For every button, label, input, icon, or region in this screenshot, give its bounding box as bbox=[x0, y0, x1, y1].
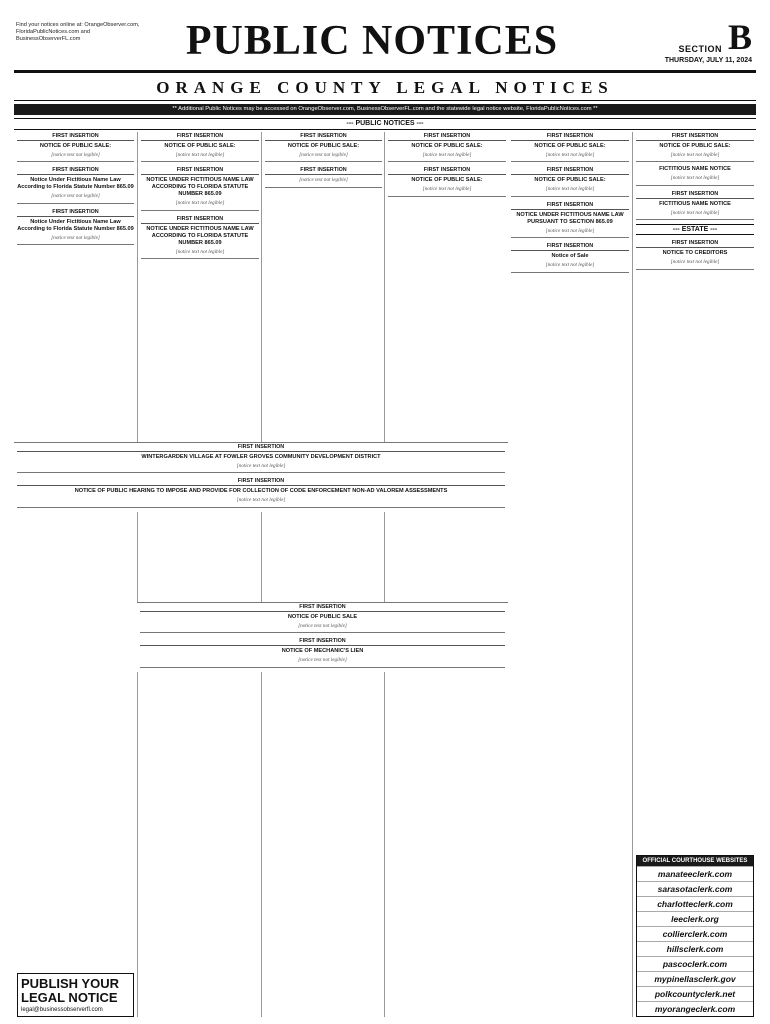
notice-body: [notice text not legible] bbox=[422, 186, 472, 193]
notice-heading: NOTICE OF PUBLIC SALE: bbox=[659, 143, 731, 149]
notice bbox=[265, 132, 382, 162]
section-label: SECTION bbox=[678, 44, 722, 54]
notice-heading: NOTICE OF PUBLIC SALE: bbox=[164, 143, 236, 149]
insertion-label: FIRST INSERTION bbox=[17, 477, 505, 486]
masthead-contact bbox=[16, 22, 151, 43]
notice-heading: FICTITIOUS NAME NOTICE bbox=[659, 200, 731, 207]
official-courthouse-websites-ad bbox=[636, 855, 754, 1017]
insertion-label: FIRST INSERTION bbox=[17, 132, 134, 141]
clerk-site-link[interactable]: mypinellasclerk.gov bbox=[637, 971, 753, 986]
notice-heading: NOTICE OF PUBLIC SALE: bbox=[411, 177, 483, 184]
ad-line-2: LEGAL NOTICE bbox=[21, 990, 118, 1005]
notice-body: [notice text not legible] bbox=[236, 497, 286, 504]
insertion-label: FIRST INSERTION bbox=[265, 132, 382, 141]
notice-heading: NOTICE UNDER FICTITIOUS NAME LAW ACCORDING TO FLORIDA STATUTE NUMBER 865.09 bbox=[146, 225, 254, 246]
notice bbox=[636, 239, 754, 269]
notice-body: [notice text not legible] bbox=[670, 209, 720, 216]
insertion-label: FIRST INSERTION bbox=[511, 132, 629, 141]
notice-heading: Notice Under Fictitious Name Law According to Florida Statute Number 865.09 bbox=[17, 177, 134, 191]
notice-body: [notice text not legible] bbox=[545, 152, 595, 158]
notice-body: [notice text not legible] bbox=[51, 234, 100, 241]
issue-date: THURSDAY, JULY 11, 2024 bbox=[664, 57, 752, 64]
notice-body: [notice text not legible] bbox=[670, 175, 720, 182]
notice-body: [notice text not legible] bbox=[545, 186, 595, 193]
insertion-label: FIRST INSERTION bbox=[141, 166, 259, 175]
notice bbox=[17, 132, 134, 162]
contact-line: FloridaPublicNotices.com and bbox=[16, 29, 90, 35]
notice bbox=[636, 132, 754, 162]
insertion-label: FIRST INSERTION bbox=[141, 132, 259, 141]
insertion-label: FIRST INSERTION bbox=[511, 201, 629, 210]
insertion-label: FIRST INSERTION bbox=[636, 132, 754, 141]
contact-line: Find your notices online at: OrangeObserver.com, bbox=[16, 22, 140, 28]
column-1 bbox=[14, 132, 137, 1017]
notice-body: [notice text not legible] bbox=[298, 657, 347, 664]
notice-body: [notice text not legible] bbox=[670, 152, 720, 158]
notice-heading: NOTICE OF MECHANIC'S LIEN bbox=[281, 648, 364, 655]
section-subheader: ORANGE COUNTY LEGAL NOTICES bbox=[156, 78, 614, 97]
notice bbox=[636, 166, 754, 185]
column-3 bbox=[261, 132, 385, 1017]
notice-body: [notice text not legible] bbox=[51, 152, 100, 158]
section-letter: B bbox=[727, 17, 752, 57]
notice bbox=[636, 190, 754, 220]
notice-body: [notice text not legible] bbox=[299, 177, 348, 184]
section-block bbox=[612, 17, 752, 64]
insertion-label: FIRST INSERTION bbox=[511, 242, 629, 251]
column-6 bbox=[632, 132, 757, 1017]
notice-body: [notice text not legible] bbox=[545, 227, 595, 234]
insertion-label: FIRST INSERTION bbox=[265, 166, 382, 175]
clerk-site-link[interactable]: charlotteclerk.com bbox=[637, 896, 753, 911]
notice bbox=[511, 201, 629, 238]
notice bbox=[17, 443, 505, 473]
page-title: PUBLIC NOTICES bbox=[185, 18, 559, 64]
insertion-label: FIRST INSERTION bbox=[17, 166, 134, 175]
notice-body: [notice text not legible] bbox=[670, 259, 720, 266]
column-4 bbox=[384, 132, 509, 1017]
notice-heading: NOTICE UNDER FICTITIOUS NAME LAW PURSUANT TO SECTION 865.09 bbox=[516, 211, 624, 225]
notice-heading: Notice of Sale bbox=[551, 253, 589, 260]
estate-bar: --- ESTATE --- bbox=[636, 224, 754, 235]
ad-header: OFFICIAL COURTHOUSE WEBSITES bbox=[637, 856, 753, 866]
notice-heading: Notice Under Fictitious Name Law According to Florida Statute Number 865.09 bbox=[17, 218, 134, 232]
notice-heading: NOTICE OF PUBLIC HEARING TO IMPOSE AND PROVIDE FOR COLLECTION OF CODE ENFORCEMENT NON-AD VALOREM ASSESSMENTS bbox=[74, 488, 448, 495]
notice-heading: NOTICE OF PUBLIC SALE: bbox=[534, 143, 606, 149]
clerk-site-link[interactable]: polkcountyclerk.net bbox=[637, 986, 753, 1001]
official-websites-ad-wrapper bbox=[633, 855, 757, 1017]
masthead-rule bbox=[14, 70, 756, 73]
notice-heading: NOTICE OF PUBLIC SALE bbox=[287, 614, 358, 620]
column-2 bbox=[137, 132, 262, 1017]
notice bbox=[17, 477, 505, 507]
clerk-site-link[interactable]: manateeclerk.com bbox=[637, 866, 753, 881]
notice bbox=[388, 132, 506, 162]
insertion-label: FIRST INSERTION bbox=[140, 637, 505, 646]
notice bbox=[388, 166, 506, 196]
notice bbox=[141, 166, 259, 210]
insertion-label: FIRST INSERTION bbox=[511, 166, 629, 175]
notice-heading: NOTICE OF PUBLIC SALE: bbox=[534, 177, 606, 184]
clerk-site-link[interactable]: sarasotaclerk.com bbox=[637, 881, 753, 896]
notice-body: [notice text not legible] bbox=[545, 262, 595, 269]
notice-body: [notice text not legible] bbox=[175, 152, 225, 158]
notice bbox=[141, 215, 259, 259]
insertion-label: FIRST INSERTION bbox=[636, 190, 754, 199]
column-5 bbox=[508, 132, 632, 1017]
insertion-label: FIRST INSERTION bbox=[140, 603, 505, 612]
clerk-site-link[interactable]: myorangeclerk.com bbox=[637, 1001, 753, 1016]
clerk-site-link[interactable]: collierclerk.com bbox=[637, 926, 753, 941]
notice bbox=[17, 208, 134, 245]
insertion-label: FIRST INSERTION bbox=[141, 215, 259, 224]
notice bbox=[140, 603, 505, 633]
insertion-label: FIRST INSERTION bbox=[17, 443, 505, 452]
insertion-label: FIRST INSERTION bbox=[636, 239, 754, 248]
notice bbox=[141, 132, 259, 162]
clerk-site-link[interactable]: leeclerk.org bbox=[637, 911, 753, 926]
notice-body: [notice text not legible] bbox=[236, 463, 286, 469]
notice bbox=[140, 637, 505, 667]
publish-ad-wrapper bbox=[14, 973, 137, 1017]
notice bbox=[511, 132, 629, 162]
notice-body: [notice text not legible] bbox=[422, 152, 472, 158]
notice bbox=[511, 242, 629, 272]
notice-heading: WINTERGARDEN VILLAGE AT FOWLER GROVES COMMUNITY DEVELOPMENT DISTRICT bbox=[141, 454, 381, 460]
public-notices-bar: --- PUBLIC NOTICES --- bbox=[14, 118, 756, 130]
notice bbox=[511, 166, 629, 196]
notice-heading: NOTICE UNDER FICTITIOUS NAME LAW ACCORDING TO FLORIDA STATUTE NUMBER 865.09 bbox=[146, 177, 254, 198]
advisory-banner: ** Additional Public Notices may be accessed on OrangeObserver.com, BusinessObserverFL.com and the statewide legal notice website, FloridaPublicNotices.com ** bbox=[14, 104, 756, 115]
ad-line-1: PUBLISH YOUR bbox=[21, 976, 119, 991]
clerk-site-link[interactable]: hillsclerk.com bbox=[637, 941, 753, 956]
insertion-label: FIRST INSERTION bbox=[17, 208, 134, 217]
notice-body: [notice text not legible] bbox=[51, 193, 100, 200]
clerk-site-link[interactable]: pascoclerk.com bbox=[637, 956, 753, 971]
notice bbox=[265, 166, 382, 187]
notice-heading: NOTICE OF PUBLIC SALE: bbox=[411, 143, 483, 149]
ad-email[interactable]: legal@businessobserverfl.com bbox=[21, 1007, 103, 1013]
notice-heading: FICTITIOUS NAME NOTICE bbox=[659, 166, 731, 173]
insertion-label: FIRST INSERTION bbox=[388, 166, 506, 175]
contact-line: BusinessObserverFL.com bbox=[16, 36, 81, 42]
notice-body: [notice text not legible] bbox=[298, 623, 347, 629]
mid-notices bbox=[137, 602, 508, 672]
notice-heading: NOTICE OF PUBLIC SALE: bbox=[39, 143, 112, 149]
insertion-label: FIRST INSERTION bbox=[388, 132, 506, 141]
notice-body: [notice text not legible] bbox=[299, 152, 348, 158]
notices-columns bbox=[14, 132, 756, 1017]
notice-body: [notice text not legible] bbox=[175, 200, 225, 207]
publish-legal-notice-ad[interactable] bbox=[17, 973, 134, 1017]
subheader-rule bbox=[14, 100, 756, 101]
notice bbox=[17, 166, 134, 203]
notice-heading: NOTICE OF PUBLIC SALE: bbox=[287, 143, 360, 149]
notice-heading: NOTICE TO CREDITORS bbox=[662, 250, 728, 257]
notice-body: [notice text not legible] bbox=[175, 248, 225, 255]
wide-notices bbox=[14, 442, 508, 512]
